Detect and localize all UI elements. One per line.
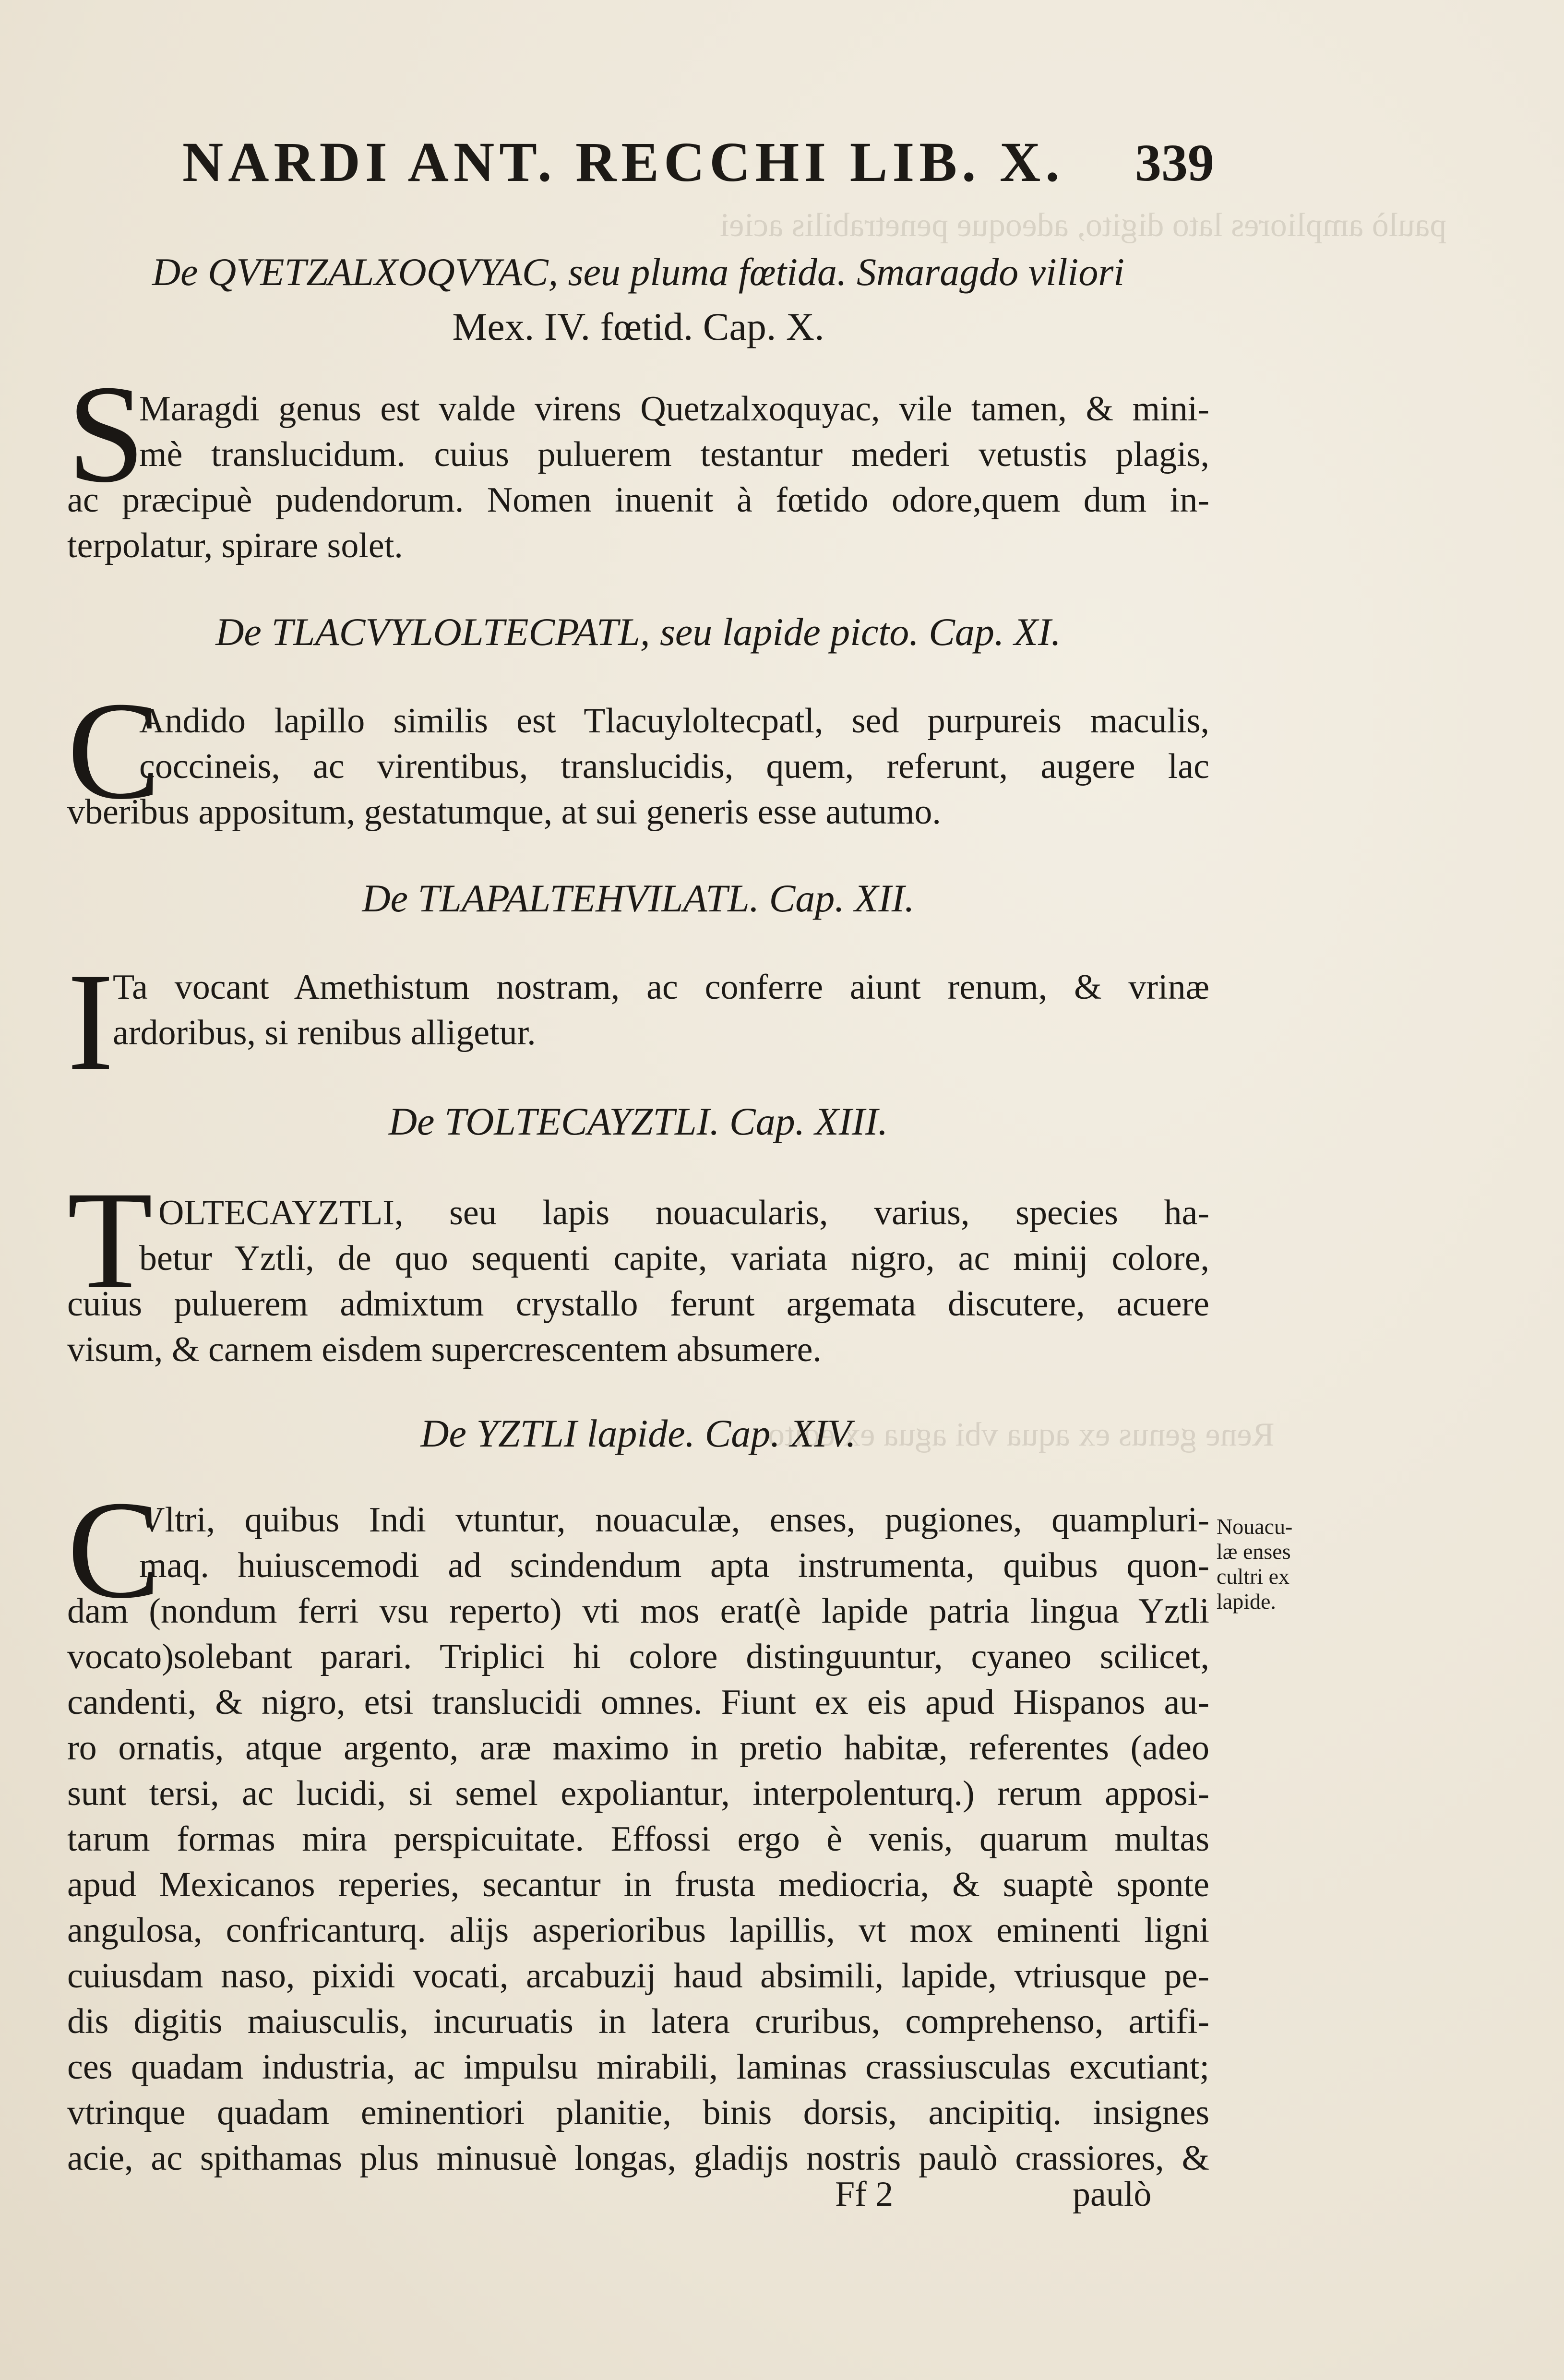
text-line: terpolatur, spirare solet. [67,526,403,565]
text-line: ac præcipuè pudendorum. Nomen inuenit à fœtido odore,quem dum in- [67,480,1209,520]
text-line: coccineis, ac virentibus, translucidis, quem, referunt, augere lac [139,747,1209,786]
show-through-text: paulò ampliores lato digito, adeoque penetrabilis aciei [720,207,1447,244]
text-line: Ta vocant Amethistum nostram, ac conferre aiunt renum, & vrinæ [113,968,1209,1007]
text-line: cuius puluerem admixtum crystallo ferunt argemata discutere, acuere [67,1284,1209,1324]
text-line: OLTECAYZTLI, seu lapis nouacularis, varius, species ha- [158,1193,1209,1232]
chapter-paragraph [67,1472,1209,2181]
dropcap: S [67,357,145,512]
text-line: apud Mexicanos reperies, secantur in frusta mediocria, & suaptè sponte [67,1865,1209,1904]
dropcap: C [67,1472,161,1627]
text-line: betur Yztli, de quo sequenti capite, variata nigro, ac minij colore, [139,1239,1209,1278]
text-line: Andido lapillo similis est Tlacuyloltecpatl, sed purpureis maculis, [139,701,1209,741]
chapter-title: De TLAPALTEHVILATL. Cap. XII. [362,876,915,920]
text-line: dam (nondum ferri vsu reperto) vti mos erat(è lapide patria lingua Yztli [67,1591,1209,1631]
text-line: candenti, & nigro, etsi translucidi omnes. Fiunt ex eis apud Hispanos au- [67,1683,1209,1722]
text-line: maq. huiuscemodi ad scindendum apta instrumenta, quibus quon- [139,1546,1209,1585]
text-line: vberibus appositum, gestatumque, at sui generis esse autumo. [67,792,941,832]
chapter-title-line: Mex. IV. fœtid. Cap. X. [452,305,824,348]
chapter-paragraph [67,386,1209,569]
signature-mark: Ff 2 [835,2175,894,2214]
text-line: ro ornatis, atque argento, aræ maximo in pretio habitæ, referentes (adeo [67,1728,1209,1768]
dropcap: I [67,945,114,1100]
text-line: ardoribus, si renibus alligetur. [113,1013,536,1052]
text-line: Maragdi genus est valde virens Quetzalxoquyac, vile tamen, & mini- [139,389,1209,429]
text-line: vtrinque quadam eminentiori planitie, binis dorsis, ancipitiq. insignes [67,2093,1209,2132]
chapter-title: De TOLTECAYZTLI. Cap. XIII. [388,1100,888,1143]
text-line: Vltri, quibus Indi vtuntur, nouaculæ, enses, pugiones, quampluri- [139,1500,1209,1540]
chapter-paragraph [67,673,1209,835]
dropcap: C [67,673,161,828]
text-line: acie, ac spithamas plus minusuè longas, gladijs nostris paulò crassiores, & [67,2139,1209,2178]
running-title: NARDI ANT. RECCHI LIB. X. [182,131,1064,193]
text-line: angulosa, confricanturq. alijs asperioribus lapillis, vt mox eminenti ligni [67,1911,1209,1950]
text-line: vocato)solebant parari. Triplici hi colore distinguuntur, cyaneo scilicet, [67,1637,1209,1676]
text-line: dis digitis maiusculis, incuruatis in latera cruribus, comprehenso, artifi- [67,2002,1209,2041]
chapter-title-line: De QVETZALXOQVYAC, seu pluma fœtida. Smaragdo viliori [152,250,1125,294]
page-header [182,130,1214,192]
text-line: tarum formas mira perspicuitate. Effossi ergo è venis, quarum multas [67,1819,1209,1859]
chapter-paragraph [67,965,1209,1056]
chapter-title: De TLACVYLOLTECPATL, seu lapide picto. Cap. XI. [215,610,1061,654]
text-line: cuiusdam naso, pixidi vocati, arcabuzij haud absimili, lapide, vtriusque pe- [67,1956,1209,1996]
text-line: ces quadam industria, ac impulsu mirabili, laminas crassiusculas excutiant; [67,2047,1209,2087]
chapter-paragraph [67,1190,1209,1373]
catchword: paulò [1073,2175,1152,2214]
text-line: sunt tersi, ac lucidi, si semel expoliantur, interpolenturq.) rerum apposi- [67,1774,1209,1813]
chapter-title: De YZTLI lapide. Cap. XIV. [420,1411,856,1455]
chapter-title [110,250,1166,349]
margin-note: Nouacu- læ enses cultri ex lapide. [1217,1514,1293,1614]
page-number: 339 [1135,133,1214,192]
show-through-text: Rene genus ex aqua vbi agua ex edito [768,1416,1275,1453]
text-line: mè translucidum. cuius puluerem testantur mederi vetustis plagis, [139,435,1209,474]
text-line: visum, & carnem eisdem supercrescentem absumere. [67,1330,822,1369]
dropcap: T [67,1163,153,1318]
